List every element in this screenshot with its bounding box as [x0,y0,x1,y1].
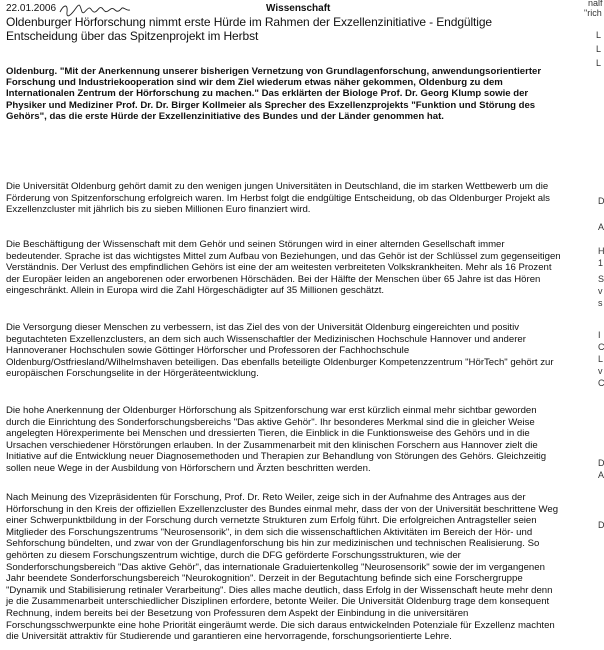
article-lead: Oldenburg. "Mit der Anerkennung unserer bisherigen Vernetzung von Grundlagenforschung, anwendungsorientierter Forschung und Industriekooperation sind wir dem Ziel wiederum etwas näher gekommen, Oldenburg zu dem Internationalen Zentrum der Hörforschung zu machen." Das erklärten der Biologe Prof. Dr. Georg Klump sowie der Physiker und Mediziner Prof. Dr. Dr. Birger Kollmeier als Sprecher des Exzellenzprojekts "Funktion und Störung des Gehörs", das die erste Hürde der Exzellenzinitiative des Bundes und der Länder genommen hat. [6,66,542,122]
header-date: 22.01.2006 [6,3,57,14]
article-paragraph: Die Beschäftigung der Wissenschaft mit dem Gehör und seinen Störungen wird in einer alternden Gesellschaft immer bedeutender. Sprache ist das wichtigstes Mittel zum Aufbau von Beziehungen, und das Gehör ist der Schlüssel zum gegenseitigen Verständnis. Der Verlust des empfindlichen Gehörs ist eine der am weitesten verbreiteten Volkskrankheiten. Mehr als 16 Prozent der Europäer leiden an angeborenen oder erworbenen Hörschäden. Bei der Hälfte der Menschen über 65 Jahre ist das Hören eingeschränkt. Allein in Europa wird die Zahl Hörgeschädigter auf 35 Millionen geschätzt. [6,239,561,297]
margin-fragment: nalf [588,0,603,8]
margin-fragment: s [598,298,603,308]
article-headline: Oldenburger Hörforschung nimmt erste Hürde im Rahmen der Exzellenzinitiative - Endgültige Entscheidung über das Spitzenprojekt im Herbst [6,15,492,43]
margin-fragment: C [598,342,604,352]
margin-fragment: L [596,30,602,40]
margin-fragment: 1 [598,258,604,268]
margin-fragment: v [598,286,603,296]
section-title: Wissenschaft [266,3,331,14]
margin-fragment: L [596,58,602,68]
margin-fragment: "rich [584,8,602,18]
margin-fragment: L [598,354,604,364]
margin-fragment: v [598,366,603,376]
adjacent-page-margin [568,0,604,650]
margin-fragment: D [598,520,604,530]
margin-fragment: A [598,222,604,232]
margin-fragment: A [598,470,604,480]
margin-fragment: H [598,246,604,256]
article-paragraph: Die hohe Anerkennung der Oldenburger Hörforschung als Spitzenforschung war erst kürzlich einmal mehr sichtbar geworden durch die Einrichtung des Sonderforschungsbereichs "Das aktive Gehör". Ihr besonderes Merkmal sind die in gleicher Weise angelegten Hörexperimente bei Menschen und dressierten Tieren, die Einblick in die Funktionsweise des Gehörs und in die Ursachen verschiedener Hörstörungen erlauben. In der Zusammenarbeit mit den klinischen Forschern aus Hannover zielt die Initiative auf die Entwicklung neuer Diagnosemethoden und Therapien zur Behandlung von Störungen des Gehörs. Gleichzeitig sollen neue Wege in der Ausbildung von Hörforschern und Ärzten beschritten werden. [6,405,547,474]
margin-fragment: L [596,44,602,54]
margin-fragment: C [598,378,604,388]
article-paragraph: Die Versorgung dieser Menschen zu verbessern, ist das Ziel des von der Universität Oldenburg eingereichten und positiv begutachteten Exzellenzclusters, an dem sich auch Wissenschaftler der Medizinischen Hochschule Hannover und anderer Hannoveraner Hochschulen sowie Göttinger Hörforscher und Professoren der Fachhochschule Oldenburg/Ostfriesland/Wilhelmshaven beteiligen. Das ebenfalls beteiligte Oldenburger Kompetenzzentrum "HörTech" gehört zur europäischen Forschungselite in der Hörgeräteentwicklung. [6,322,554,380]
margin-fragment: S [598,274,604,284]
margin-fragment: I [598,330,601,340]
margin-fragment: D [598,196,604,206]
article-paragraph: Nach Meinung des Vizepräsidenten für Forschung, Prof. Dr. Reto Weiler, zeige sich in der Aufnahme des Antrages aus der Hörforschung in den Kreis der offiziellen Exzellenzcluster des Bundes einmal mehr, dass der von der Universität beschrittene Weg einer Schwerpunktbildung in der Forschung durch vernetzte Strukturen zum Erfolg führt. Die erfolgreichen Antragsteller seien Mitglieder des Forschungszentrums "Neurosensorik", in dem sich die wissenschaftlichen Aktivitäten im Bereich der Hör- und Sehforschung bündelten, und zwar von der Grundlagenforschung bis hin zur medizinischen und technischen Realisierung. So gehörten zu diesem Forschungszentrum wichtige, durch die DFG geförderte Forschungsstrukturen, wie der Sonderforschungsbereich "Das aktive Gehör", das internationale Graduiertenkolleg "Neurosensorik" sowie der im vergangenen Jahr beendete Sonderforschungsbereich "Neurokognition". Derzeit in der Begutachtung befinde sich eine Forschergruppe "Dynamik und Stabilisierung retinaler Verarbeitung". Dies alles mache deutlich, dass Erfolg in der Wissenschaft heute mehr denn je die Zusammenarbeit unterschiedlicher Disziplinen erfordere, betonte Weiler. Die Universität Oldenburg trage dem konsequent Rechnung, indem bereits bei der Besetzung von Professuren dem Aspekt der Einbindung in die universitären Forschungsschwerpunkte eine hohe Priorität eingeräumt werde. Die sich daraus entwickelnden Potenziale für Exzellenz machten die Universität attraktiv für Studierende und garantieren eine hervorragende, forschungsorientierte Lehre. [6,492,559,643]
article-paragraph: Die Universität Oldenburg gehört damit zu den wenigen jungen Universitäten in Deutschland, die im starken Wettbewerb um die Förderung von Spitzenforschung erfolgreich waren. Im Herbst folgt die endgültige Entscheidung, ob das Oldenburger Projekt als Exzellenzcluster mit jährlich bis zu sieben Millionen Euro finanziert wird. [6,181,550,216]
margin-fragment: D [598,458,604,468]
